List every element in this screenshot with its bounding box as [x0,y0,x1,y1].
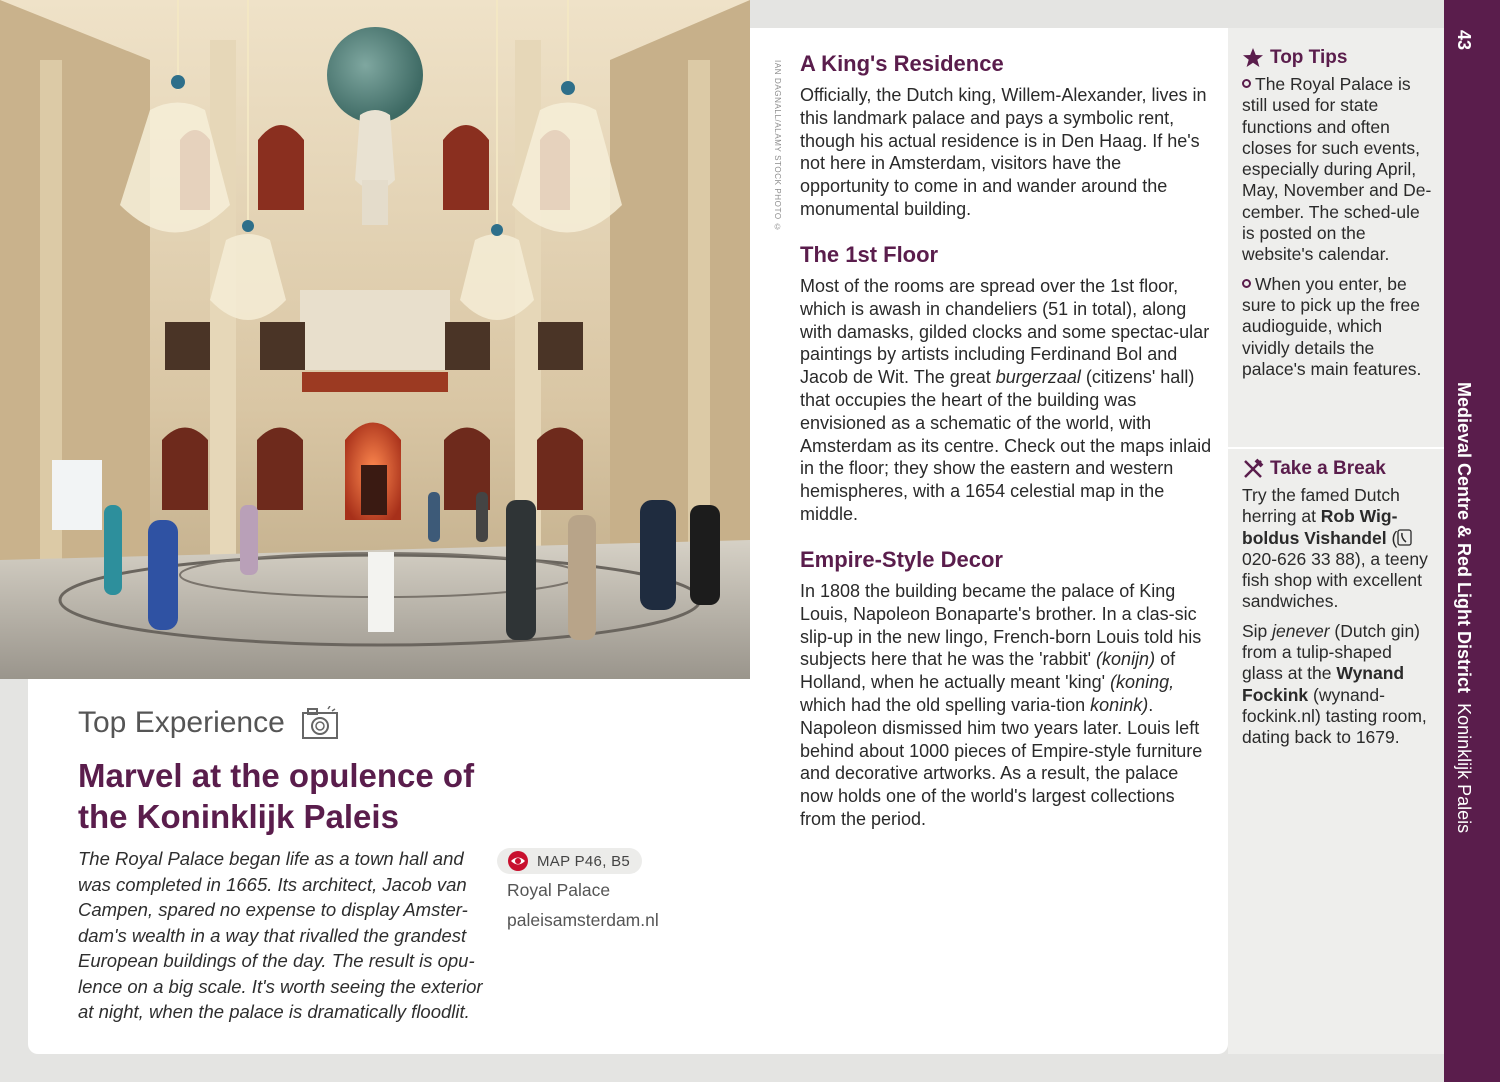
chapter-name: Medieval Centre & Red Light District [1454,382,1474,694]
section-heading: Empire-Style Decor [800,547,1003,572]
kicker-label: Top Experience [78,706,285,739]
section-body: In 1808 the building became the palace of King Louis, Napoleon Bonaparte's brother. In a clas-sic slip-up in the new lingo, French-born Louis told his subjects here that he was the 'rabbit' (konijn) of Holland, when he actually meant 'king' (koning, which had the old spelling varia-tion konink). Napoleon dismissed him two years later. Louis left behind about 1000 pieces of Empire-style furniture and decorative artworks. As a result, the palace now holds one of the world's largest collections from the period. [800,581,1203,829]
section-name: Koninklijk Paleis [1454,703,1474,834]
top-tips-box [1242,46,1432,388]
place-name: Royal Palace [507,880,611,900]
section-heading: The 1st Floor [800,242,939,267]
bullet-icon [1242,279,1251,288]
palace-interior-photo [0,0,750,679]
tip-item: The Royal Palace is still used for state functions and often closes for such events, especially during April, May, November and De-cember. The sched-ule is posted on the website's calendar. [1242,74,1432,265]
phone-icon [1397,529,1412,546]
top-experience-kicker [78,706,339,740]
page-number: 43 [1454,30,1474,51]
break-tip-item: Try the famed Dutch herring at Rob Wig-boldus Vishandel (020-626 33 88), a teeny fish shop with excellent sandwiches. [1242,485,1428,612]
take-a-break-box [1242,457,1432,757]
bullet-icon [1242,79,1251,88]
place-website-link[interactable]: paleisamsterdam.nl [507,910,659,930]
tip-item: When you enter, be sure to pick up the free audioguide, which vividly details the palace's main features. [1242,273,1422,379]
top-tips-heading: Top Tips [1242,46,1432,70]
section-empire-decor [800,546,1212,831]
section-body: Officially, the Dutch king, Willem-Alexander, lives in this landmark palace and pays a symbolic rent, though his actual residence is in Den Haag. If he's not here in Amsterdam, visitors have the opportunity to come in and wander around the monumental building. [800,85,1207,219]
section-kings-residence [800,50,1212,221]
take-a-break-heading: Take a Break [1242,457,1432,481]
chapter-tab-label [1453,382,1474,833]
cutlery-icon [1242,458,1264,480]
section-heading: A King's Residence [800,51,1004,76]
star-icon [1242,47,1264,69]
section-body: Most of the rooms are spread over the 1st floor, which is awash in chandeliers (51 in total), along with damasks, gilded clocks and some spectac-ular paintings by artists including Ferdinand Bol and Jacob de Wit. The great burgerzaal (citizens' hall) that occupies the heart of the building was envisioned as a schematic of the world, with Amsterdam as its centre. Check out the maps inlaid in the floor; they show the eastern and western hemispheres, with a 1654 celestial map in the middle. [800,276,1212,524]
camera-icon [301,706,339,740]
section-first-floor [800,241,1212,526]
map-reference-text: MAP P46, B5 [537,852,631,870]
eye-icon [507,850,529,872]
break-tip-item: Sip jenever (Dutch gin) from a tulip-shaped glass at the Wynand Fockink (wynand-fockink.nl) tasting room, dating back to 1679. [1242,620,1427,748]
map-reference-badge[interactable] [497,848,642,874]
page-title: Marvel at the opulence of the Koninklijk Paleis [78,757,475,835]
intro-paragraph: The Royal Palace began life as a town hall and was completed in 1665. Its architect, Jacob van Campen, spared no expense to display Amster-dam's wealth in a way that rivalled the grandest European buildings of the day. The result is opu-lence on a big scale. It's worth seeing the exterior at night, when the palace is dramatically floodlit. [78,848,483,1022]
photo-credit: IAN DAGNALL/ALAMY STOCK PHOTO © [773,60,782,233]
sidebar-divider [1228,447,1444,449]
